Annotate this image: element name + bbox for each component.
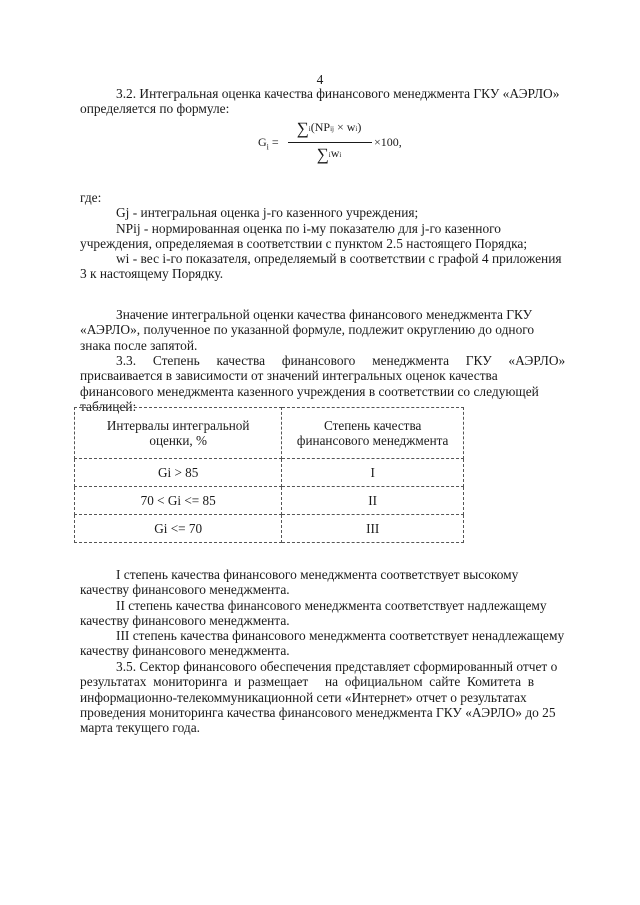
integral-formula <box>258 120 408 168</box>
table-header-row <box>75 408 464 459</box>
fraction-bar <box>288 142 372 143</box>
header-text: оценки, % <box>149 433 207 448</box>
header-text: Интервалы интегральной <box>106 418 250 433</box>
interval-cell: Gi > 85 <box>75 459 282 487</box>
text-line: информационно-телекоммуникационной сети «Интернет» отчет о результатах <box>80 689 527 705</box>
sum-index: i <box>308 125 311 133</box>
text-line: учреждения, определяемая в соответствии с пунктом 2.5 настоящего Порядка; <box>80 235 528 251</box>
text-line: проведения мониторинга качества финансового менеджмента ГКУ «АЭРЛО» до 25 <box>80 704 556 720</box>
section-3-5 <box>80 659 581 735</box>
denominator-subscript: i <box>339 151 342 159</box>
table-row <box>75 487 464 515</box>
quality-grade-table <box>74 407 464 543</box>
text-line: качеству финансового менеджмента. <box>80 643 290 659</box>
numerator-subscript: i <box>355 125 358 133</box>
text-line: «АЭРЛО», полученное по указанной формуле, подлежит округлению до одного <box>80 322 535 338</box>
formula-equals: = <box>268 135 279 149</box>
text-line: 3.2. Интегральная оценка качества финансового менеджмента ГКУ «АЭРЛО» <box>116 86 560 101</box>
section-3-2 <box>80 86 581 117</box>
text-line: III степень качества финансового менеджмента соответствует ненадлежащему <box>116 628 565 644</box>
section-3-3 <box>80 353 581 414</box>
text-line: 3.3. Степень качества финансового менеджмента ГКУ «АЭРЛО» <box>116 353 566 368</box>
interval-cell: 70 < Gi <= 85 <box>75 487 282 515</box>
formula-lhs <box>258 135 279 155</box>
formula-multiplier: ×100, <box>374 135 402 149</box>
numerator-text: × w <box>333 120 356 134</box>
text-line: II степень качества финансового менеджмента соответствует надлежащему <box>116 597 547 613</box>
table-row <box>75 459 464 487</box>
header-text: Степень качества <box>323 418 422 433</box>
sigma-symbol: ∑ <box>296 119 309 138</box>
table-header-cell <box>75 408 282 459</box>
grades-description <box>80 567 581 659</box>
text-line: качеству финансового менеджмента. <box>80 582 290 598</box>
formula-numerator <box>284 120 374 137</box>
table-row <box>75 515 464 543</box>
sum-index: i <box>328 151 331 159</box>
text-line: присваивается в зависимости от значений интегральных оценок качества <box>80 368 498 384</box>
text-line: знака после запятой. <box>80 337 198 353</box>
text-line: I степень качества финансового менеджмента соответствует высокому <box>116 567 519 582</box>
rounding-paragraph <box>80 307 581 353</box>
text-line: результатах мониторинга и размещает на официальном сайте Комитета в <box>80 674 535 690</box>
denominator-text: w <box>330 146 340 160</box>
formula-symbol-g: G <box>258 135 267 149</box>
header-text: финансового менеджмента <box>296 433 449 448</box>
interval-cell: Gi <= 70 <box>75 515 282 543</box>
formula-denominator <box>284 146 374 163</box>
grade-cell: II <box>282 487 464 515</box>
text-line: Значение интегральной оценки качества финансового менеджмента ГКУ <box>116 307 533 322</box>
text-line: wi - вес i-го показателя, определяемый в соответствии с графой 4 приложения <box>116 251 562 267</box>
text-line: марта текущего года. <box>80 720 200 736</box>
text-line: 3.5. Сектор финансового обеспечения представляет сформированный отчет о <box>116 659 558 674</box>
table-header-cell <box>282 408 464 459</box>
where-label: где: <box>80 190 102 205</box>
text-line: Gj - интегральная оценка j-го казенного учреждения; <box>116 205 419 221</box>
grade-cell: I <box>282 459 464 487</box>
page-number: 4 <box>316 72 324 87</box>
numerator-subscript: ij <box>330 125 334 133</box>
numerator-text: ) <box>357 120 362 134</box>
text-line: таблицей: <box>80 398 137 414</box>
text-line: NPij - нормированная оценка по i-му показателю для j-го казенного <box>116 220 502 236</box>
text-line: определяется по формуле: <box>80 101 230 117</box>
text-line: качеству финансового менеджмента. <box>80 612 290 628</box>
text-line: финансового менеджмента казенного учреждения в соответствии со следующей <box>80 383 539 399</box>
numerator-text: (NP <box>310 120 331 134</box>
sigma-symbol: ∑ <box>316 145 329 164</box>
grade-cell: III <box>282 515 464 543</box>
formula-subscript: i <box>266 142 269 152</box>
where-block <box>80 190 581 282</box>
text-line: 3 к настоящему Порядку. <box>80 266 224 282</box>
